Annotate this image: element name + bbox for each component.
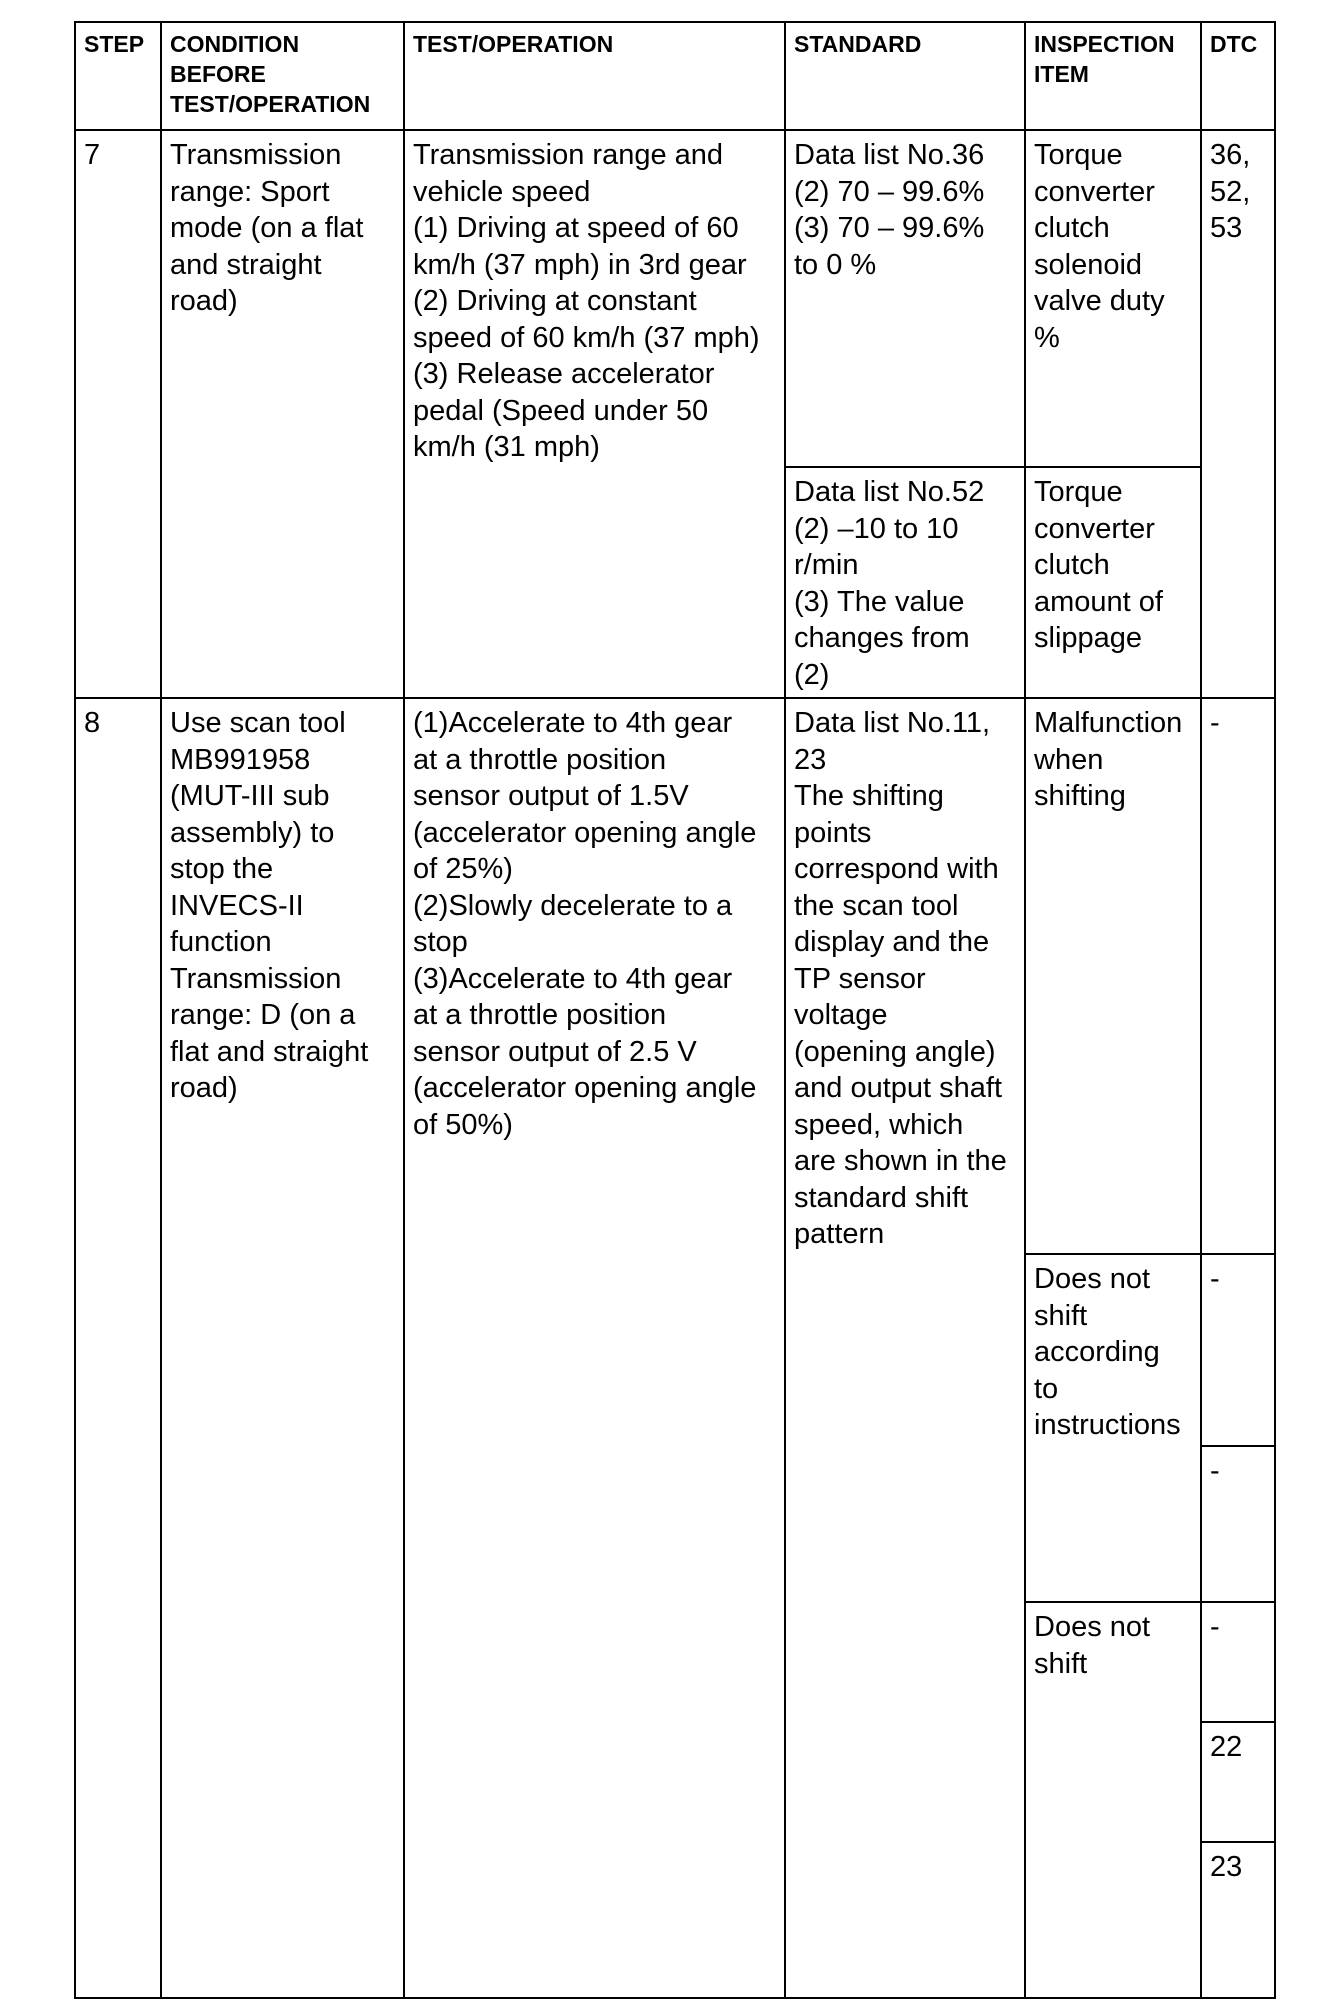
step-7-dtc: 36, 52, 53 bbox=[1201, 130, 1275, 698]
step-7-number: 7 bbox=[75, 130, 161, 698]
step-8-number: 8 bbox=[75, 698, 161, 1998]
step-7-inspection-item-2: Torque converter clutch amount of slippage bbox=[1025, 467, 1201, 698]
step-8-standard: Data list No.11, 23 The shifting points correspond with the scan tool display and the TP sensor voltage (opening angle) and output shaft speed, which are shown in the standard shift pattern bbox=[785, 698, 1025, 1998]
step-8-dtc-5: 22 bbox=[1201, 1722, 1275, 1842]
step-8-test-operation: (1)Accelerate to 4th gear at a throttle position sensor output of 1.5V (accelerator opening angle of 25%) (2)Slowly decelerate to a stop (3)Accelerate to 4th gear at a throttle position sensor output of 2.5 V (accelerator opening angle of 50%) bbox=[404, 698, 785, 1998]
header-row bbox=[75, 22, 1275, 130]
header-condition: CONDITION BEFORE TEST/OPERATION bbox=[161, 22, 404, 130]
step-7-inspection-item-1: Torque converter clutch solenoid valve duty % bbox=[1025, 130, 1201, 467]
step-8-condition: Use scan tool MB991958 (MUT-III sub assembly) to stop the INVECS-II function Transmission range: D (on a flat and straight road) bbox=[161, 698, 404, 1998]
step-8-inspection-item-2: Does not shift according to instructions bbox=[1025, 1254, 1201, 1602]
header-standard: STANDARD bbox=[785, 22, 1025, 130]
header-test-operation: TEST/OPERATION bbox=[404, 22, 785, 130]
step-7-standard-2: Data list No.52 (2) –10 to 10 r/min (3) The value changes from (2) bbox=[785, 467, 1025, 698]
table-row bbox=[75, 130, 1275, 467]
step-8-dtc-4: - bbox=[1201, 1602, 1275, 1722]
header-step: STEP bbox=[75, 22, 161, 130]
step-8-dtc-1: - bbox=[1201, 698, 1275, 1254]
step-7-condition: Transmission range: Sport mode (on a flat and straight road) bbox=[161, 130, 404, 698]
step-7-standard-1: Data list No.36 (2) 70 – 99.6% (3) 70 – 99.6% to 0 % bbox=[785, 130, 1025, 467]
inspection-table bbox=[74, 21, 1276, 1999]
step-8-dtc-3: - bbox=[1201, 1446, 1275, 1602]
header-dtc: DTC bbox=[1201, 22, 1275, 130]
step-8-dtc-6: 23 bbox=[1201, 1842, 1275, 1998]
header-inspection-item: INSPECTION ITEM bbox=[1025, 22, 1201, 130]
step-8-inspection-item-1: Malfunction when shifting bbox=[1025, 698, 1201, 1254]
step-8-inspection-item-3: Does not shift bbox=[1025, 1602, 1201, 1998]
step-7-test-operation: Transmission range and vehicle speed (1) Driving at speed of 60 km/h (37 mph) in 3rd gear (2) Driving at constant speed of 60 km/h (37 mph) (3) Release accelerator pedal (Speed under 50 km/h (31 mph) bbox=[404, 130, 785, 698]
table-row bbox=[75, 698, 1275, 1254]
step-8-dtc-2: - bbox=[1201, 1254, 1275, 1446]
